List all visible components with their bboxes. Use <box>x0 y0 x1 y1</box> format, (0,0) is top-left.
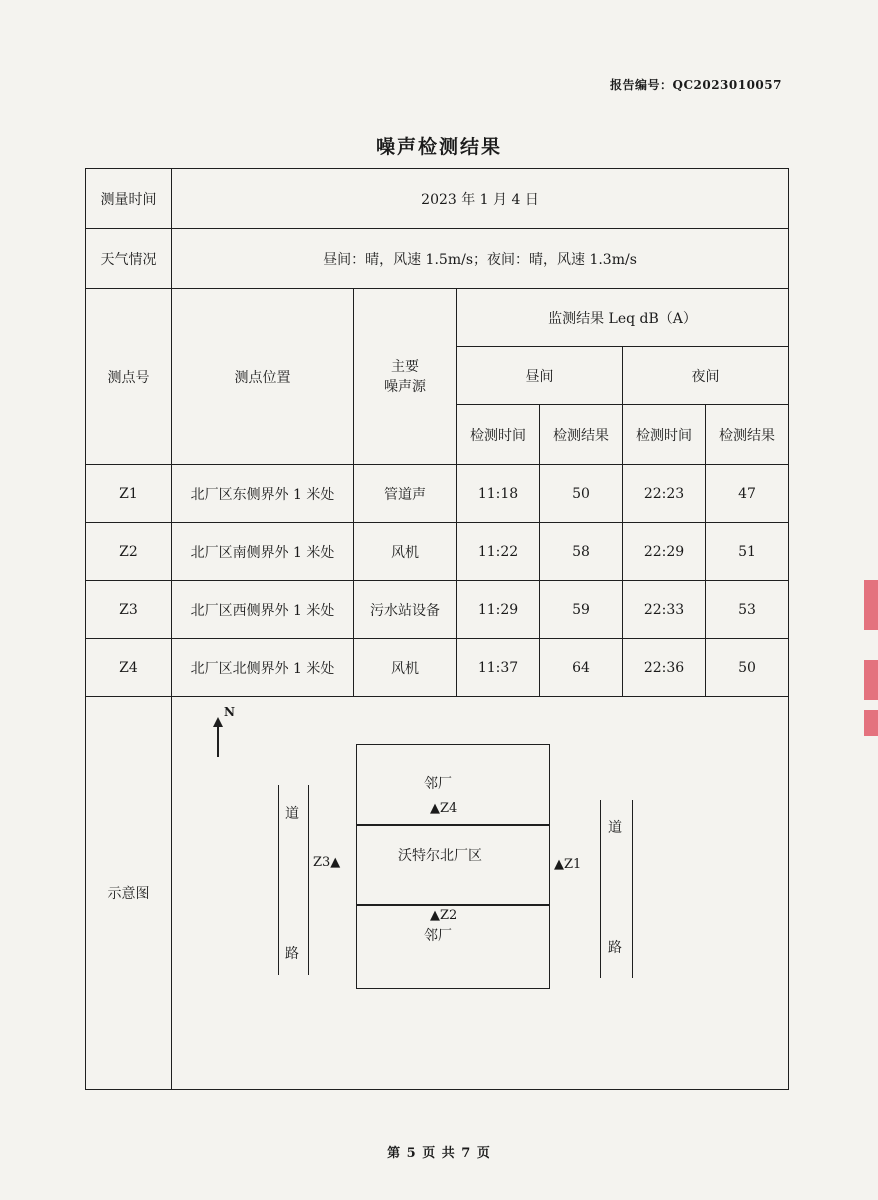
measure-time-row <box>86 169 789 229</box>
table-row <box>86 523 789 581</box>
table-row <box>86 639 789 697</box>
plant-name-label: 沃特尔北厂区 <box>398 848 482 864</box>
right-road-line <box>600 800 601 978</box>
header-row-1 <box>86 289 789 347</box>
night-time: 22:23 <box>623 465 706 523</box>
plant-north-area <box>356 824 550 906</box>
main-source-header <box>354 289 457 465</box>
point-location: 北厂区北侧界外 1 米处 <box>172 639 354 697</box>
day-time-header: 检测时间 <box>457 405 540 465</box>
document-title: 噪声检测结果 <box>375 136 502 158</box>
day-time: 11:18 <box>457 465 540 523</box>
point-id: Z3 <box>86 581 172 639</box>
diagram-row <box>86 697 789 1090</box>
day-result: 59 <box>540 581 623 639</box>
site-diagram <box>172 697 788 1089</box>
point-no-header: 测点号 <box>86 289 172 465</box>
diagram-label: 示意图 <box>86 697 172 1090</box>
night-result: 51 <box>706 523 789 581</box>
north-arrow-icon <box>212 715 228 759</box>
night-result: 53 <box>706 581 789 639</box>
night-result-header: 检测结果 <box>706 405 789 465</box>
right-road-top-char: 道 <box>608 820 622 836</box>
point-location: 北厂区西侧界外 1 米处 <box>172 581 354 639</box>
point-id: Z4 <box>86 639 172 697</box>
weather-label: 天气情况 <box>86 229 172 289</box>
day-result-header: 检测结果 <box>540 405 623 465</box>
left-road-top-char: 道 <box>285 806 299 822</box>
point-id: Z1 <box>86 465 172 523</box>
day-header: 昼间 <box>457 347 623 405</box>
day-result: 58 <box>540 523 623 581</box>
right-road-bottom-char: 路 <box>608 940 622 956</box>
left-road-line <box>278 785 279 975</box>
night-result: 50 <box>706 639 789 697</box>
day-time: 11:29 <box>457 581 540 639</box>
point-location-header: 测点位置 <box>172 289 354 465</box>
night-time: 22:33 <box>623 581 706 639</box>
point-location: 北厂区东侧界外 1 米处 <box>172 465 354 523</box>
seal-stamp-edge <box>864 580 878 630</box>
night-header: 夜间 <box>623 347 789 405</box>
table-row <box>86 465 789 523</box>
report-number: 报告编号：QC2023010057 <box>609 78 782 92</box>
seal-stamp-edge <box>864 660 878 700</box>
point-location: 北厂区南侧界外 1 米处 <box>172 523 354 581</box>
day-time: 11:37 <box>457 639 540 697</box>
main-source-header-line1: 主要 <box>391 358 419 375</box>
table-row <box>86 581 789 639</box>
weather-value: 昼间：晴，风速 1.5m/s；夜间：晴，风速 1.3m/s <box>172 229 789 289</box>
z4-marker: ▲Z4 <box>430 801 458 816</box>
main-source: 管道声 <box>354 465 457 523</box>
point-id: Z2 <box>86 523 172 581</box>
north-label: N <box>224 705 235 719</box>
neighbor-north-label: 邻厂 <box>424 776 452 792</box>
left-road-line <box>308 785 309 975</box>
page-number: 第 5 页 共 7 页 <box>387 1146 491 1161</box>
noise-results-table <box>85 168 789 1090</box>
night-time: 22:36 <box>623 639 706 697</box>
night-time: 22:29 <box>623 523 706 581</box>
z1-marker: ▲Z1 <box>554 857 582 872</box>
main-source-header-line2: 噪声源 <box>384 378 426 395</box>
main-source: 风机 <box>354 639 457 697</box>
day-result: 64 <box>540 639 623 697</box>
right-road-line <box>632 800 633 978</box>
main-source: 风机 <box>354 523 457 581</box>
day-time: 11:22 <box>457 523 540 581</box>
day-result: 50 <box>540 465 623 523</box>
z2-marker: ▲Z2 <box>430 908 458 923</box>
result-header: 监测结果 Leq dB（A） <box>457 289 789 347</box>
site-diagram-cell <box>172 697 789 1090</box>
left-road-bottom-char: 路 <box>285 946 299 962</box>
night-result: 47 <box>706 465 789 523</box>
measure-time-label: 测量时间 <box>86 169 172 229</box>
measure-time-value: 2023 年 1 月 4 日 <box>172 169 789 229</box>
main-source: 污水站设备 <box>354 581 457 639</box>
z3-marker: Z3▲ <box>313 855 341 870</box>
neighbor-south-label: 邻厂 <box>424 928 452 944</box>
weather-row <box>86 229 789 289</box>
night-time-header: 检测时间 <box>623 405 706 465</box>
seal-stamp-edge <box>864 710 878 736</box>
